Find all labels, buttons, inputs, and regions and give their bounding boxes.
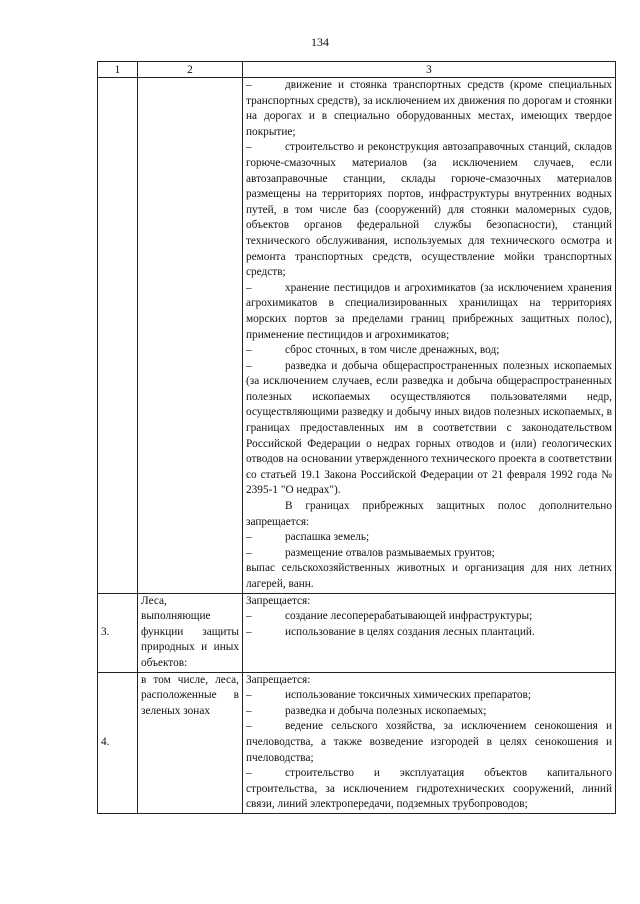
list-item [246,140,612,280]
list-dash: – [246,79,252,91]
list-dash: – [246,344,252,357]
list-item-text: разведка и добыча полезных ископаемых; [285,704,487,717]
list-item-text: использование токсичных химических препаратов; [285,689,531,702]
list-item-text: разведка и добыча общераспространенных полезных ископаемых (за исключением случаев, если разведка и добыча общераспространенных полезных ископаемых осуществляются пользователями недр, осуществляющими разведку и добычу иных видов полезных ископаемых, в границах предоставленных им в соответствии с законодательством Российской Федерации о недрах горных отводов и (или) геологических отводов на основании утвержденного технического проекта в соответствии со статьей 19.1 Закона Российской Федерации от 21 февраля 1992 года № 2395-1 "О недрах"). [246,359,612,497]
list-item-text: сброс сточных, в том числе дренажных, вод; [285,344,500,357]
list-item-text: создание лесоперерабатывающей инфраструктуры; [285,610,533,623]
list-item [246,704,612,720]
list-dash: – [246,359,252,372]
forest-category-cell [138,78,243,594]
list-dash: – [246,141,252,154]
row-number-cell: 3. [98,593,138,672]
restrictions-heading: Запрещается: [246,594,311,607]
list-dash: – [246,281,252,294]
row-number-cell [98,78,138,594]
list-item-text: хранение пестицидов и агрохимикатов (за исключением хранения агрохимикатов в специализированных хранилищах на территориях морских портов за пределами границ прибрежных защитных полос), применение пестицидов и агрохимикатов; [246,281,612,341]
list-dash: – [246,625,252,638]
list-item-text: строительство и эксплуатация объектов капитального строительства, за исключением гидротехнических сооружений, линий связи, линий электропередачи, подземных трубопроводов; [246,767,612,811]
forest-category-cell: Леса, выполняющие функции защиты природных и иных объектов: [138,593,243,672]
list-item [246,719,612,766]
restrictions-heading: Запрещается: [246,673,311,686]
header-cell-2: 2 [138,62,243,78]
list-item [246,359,612,499]
list-item-text: использование в целях создания лесных плантаций. [285,625,535,638]
list-item-text: распашка земель; [285,531,370,544]
list-item [246,766,612,813]
list-dash: – [246,720,252,733]
restrictions-cell [243,672,616,813]
list-item [246,530,612,546]
restrictions-cell [243,593,616,672]
paragraph: выпас сельскохозяйственных животных и организация для них летних лагерей, ванн. [246,562,612,590]
list-dash: – [246,767,252,780]
list-item-text: движение и стоянка транспортных средств (кроме специальных транспортных средств), за исключением их движения по дорогам и стоянки на дорогах и в специально оборудованных местах, имеющих твердое покрытие; [246,79,612,138]
restrictions-cell [243,78,616,594]
header-cell-1: 1 [98,62,138,78]
list-item-text: ведение сельского хозяйства, за исключением сенокошения и пчеловодства, а также возведение изгородей в целях сенокошения и пчеловодства; [246,720,612,764]
table-row-3 [98,593,616,672]
table-row-continued [98,78,616,594]
list-item [246,688,612,704]
list-item-text: размещение отвалов размываемых грунтов; [285,546,495,559]
header-cell-3: 3 [243,62,616,78]
table-header-row [98,62,616,78]
list-item [246,78,612,140]
list-item [246,546,612,562]
restrictions-table [97,61,616,814]
list-item [246,343,612,359]
indented-paragraph: В границах прибрежных защитных полос дополнительно запрещается: [246,500,612,528]
list-item [246,625,612,641]
list-item [246,609,612,625]
page-number: 134 [311,35,329,49]
row-number-cell: 4. [98,672,138,813]
list-item [246,281,612,343]
list-dash: – [246,610,252,623]
table-row-4 [98,672,616,813]
list-dash: – [246,689,252,702]
list-dash: – [246,531,252,544]
list-dash: – [246,546,252,559]
list-dash: – [246,704,252,717]
forest-category-cell: в том числе, леса, расположенные в зеленых зонах [138,672,243,813]
list-item-text: строительство и реконструкция автозаправочных станций, складов горюче-смазочных материалов (за исключением случаев, если автозаправочные станции, склады горюче-смазочных материалов размещены на территориях портов, инфраструктуры внутренних водных путей, в том числе баз (сооружений) для стоянки маломерных судов, объектов органов федеральной службы безопасности), станций технического обслуживания, используемых для технического осмотра и ремонта транспортных средств, осуществление мойки транспортных средств; [246,141,612,279]
